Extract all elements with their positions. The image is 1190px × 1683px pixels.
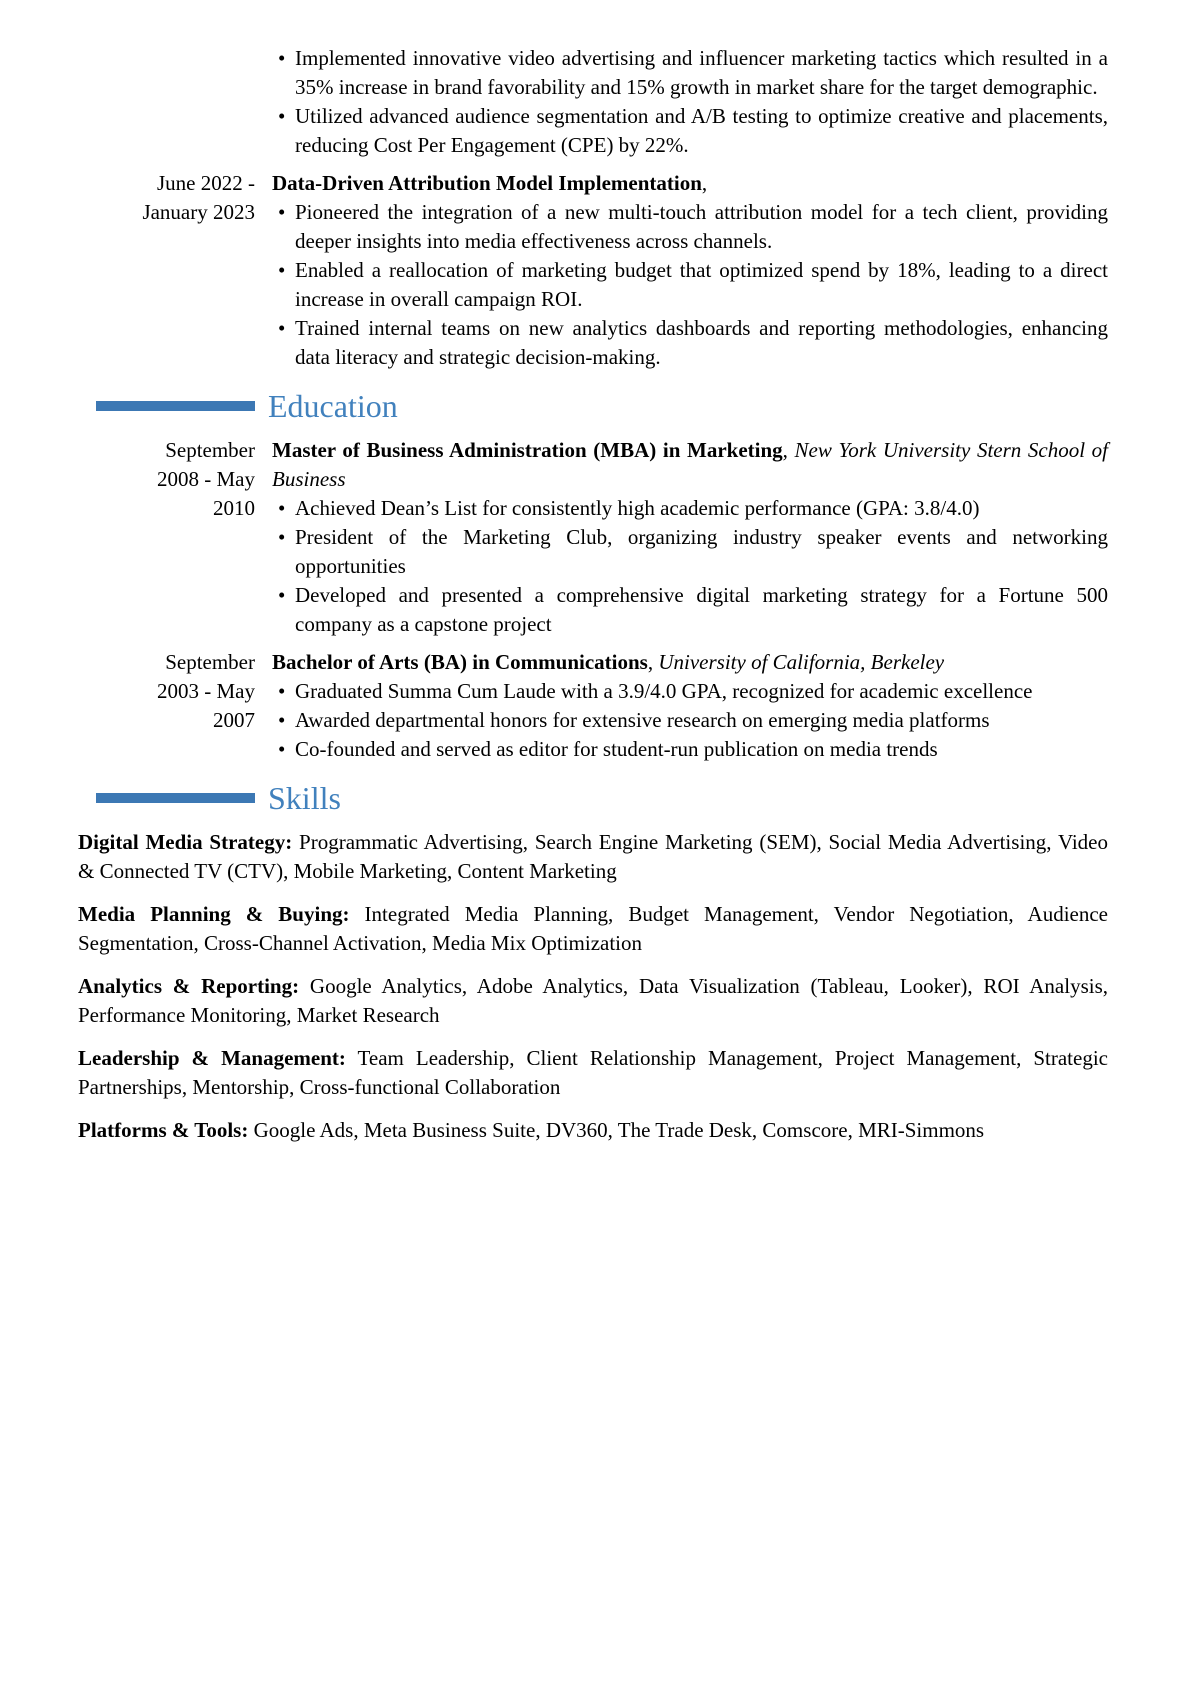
bullet-item: • Utilized advanced audience segmentation and A/B testing to optimize creative and placements, reducing Cost Per Engagement (CPE) by 22%. <box>272 102 1108 160</box>
bullet-item: • Co-founded and served as editor for student-run publication on media trends <box>272 735 1108 764</box>
section-heading-education <box>78 386 1108 426</box>
skill-category-platforms-tools <box>78 1116 1108 1145</box>
entry-title <box>272 169 1108 198</box>
section-rule <box>96 793 255 803</box>
bullet-item: • Pioneered the integration of a new multi-touch attribution model for a tech client, providing deeper insights into media effectiveness across channels. <box>272 198 1108 256</box>
degree-separator: , <box>782 438 795 462</box>
entry-content <box>272 648 1108 764</box>
degree-title <box>272 436 1108 494</box>
skill-category-digital-media-strategy <box>78 828 1108 886</box>
skill-category-label: Analytics & Reporting: <box>78 974 300 998</box>
skill-category-label: Platforms & Tools: <box>78 1118 249 1142</box>
skill-category-items: Integrated Media Planning, Budget Management, Vendor Negotiation, Audience Segmentation, Cross-Channel Activation, Media Mix Optimization <box>78 902 1108 955</box>
degree-name: Bachelor of Arts (BA) in Communications <box>272 650 648 674</box>
bullet-item: • President of the Marketing Club, organizing industry speaker events and networking opportunities <box>272 523 1108 581</box>
section-rule <box>96 401 255 411</box>
skill-category-media-planning-buying <box>78 900 1108 958</box>
entry-date: September 2003 - May 2007 <box>157 650 255 732</box>
bullet-list <box>272 677 1108 764</box>
entry-title-text: Data-Driven Attribution Model Implementation <box>272 171 702 195</box>
entry-date: June 2022 - January 2023 <box>142 171 255 224</box>
entry-content <box>272 169 1108 372</box>
skill-category-items: Google Ads, Meta Business Suite, DV360, The Trade Desk, Comscore, MRI-Simmons <box>253 1118 985 1142</box>
skill-category-leadership-management <box>78 1044 1108 1102</box>
bullet-item: • Achieved Dean’s List for consistently high academic performance (GPA: 3.8/4.0) <box>272 494 1108 523</box>
institution-name: University of California, Berkeley <box>658 650 945 674</box>
entry-date: September 2008 - May 2010 <box>157 438 255 520</box>
skill-category-items: Team Leadership, Client Relationship Management, Project Management, Strategic Partnerships, Mentorship, Cross-functional Collaboration <box>78 1046 1108 1099</box>
bullet-item: • Enabled a reallocation of marketing budget that optimized spend by 18%, leading to a direct increase in overall campaign ROI. <box>272 256 1108 314</box>
bullet-item: • Graduated Summa Cum Laude with a 3.9/4.0 GPA, recognized for academic excellence <box>272 677 1108 706</box>
section-title: Education <box>268 388 398 424</box>
bullet-item: • Trained internal teams on new analytics dashboards and reporting methodologies, enhancing data literacy and strategic decision-making. <box>272 314 1108 372</box>
bullet-list <box>272 198 1108 372</box>
skill-category-label: Media Planning & Buying: <box>78 902 350 926</box>
degree-title <box>272 648 1108 677</box>
bullet-item: • Awarded departmental honors for extensive research on emerging media platforms <box>272 706 1108 735</box>
skill-category-items: Google Analytics, Adobe Analytics, Data Visualization (Tableau, Looker), ROI Analysis, Performance Monitoring, Market Research <box>78 974 1109 1027</box>
section-title: Skills <box>268 780 341 816</box>
degree-separator: , <box>647 650 659 674</box>
experience-entry <box>78 169 1108 372</box>
bullet-list <box>272 44 1108 160</box>
section-heading-skills <box>78 778 1108 818</box>
degree-name: Master of Business Administration (MBA) in Marketing <box>272 438 783 462</box>
entry-title-suffix: , <box>701 171 708 195</box>
skill-category-analytics-reporting <box>78 972 1108 1030</box>
bullet-item: • Implemented innovative video advertising and influencer marketing tactics which resulted in a 35% increase in brand favorability and 15% growth in market share for the target demographic. <box>272 44 1108 102</box>
skill-category-label: Digital Media Strategy: <box>78 830 293 854</box>
education-entry-ba <box>78 648 1108 764</box>
skill-category-label: Leadership & Management: <box>78 1046 346 1070</box>
entry-content <box>272 436 1108 639</box>
bullet-item: • Developed and presented a comprehensive digital marketing strategy for a Fortune 500 company as a capstone project <box>272 581 1108 639</box>
bullet-list <box>272 494 1108 639</box>
education-entry-mba <box>78 436 1108 639</box>
institution-name: New York University Stern School of Business <box>272 438 1108 491</box>
entry-date-empty <box>78 44 255 160</box>
experience-entry-carryover <box>78 44 1108 160</box>
entry-content <box>272 44 1108 160</box>
skill-category-items: Programmatic Advertising, Search Engine Marketing (SEM), Social Media Advertising, Video & Connected TV (CTV), Mobile Marketing, Content Marketing <box>78 830 1109 883</box>
